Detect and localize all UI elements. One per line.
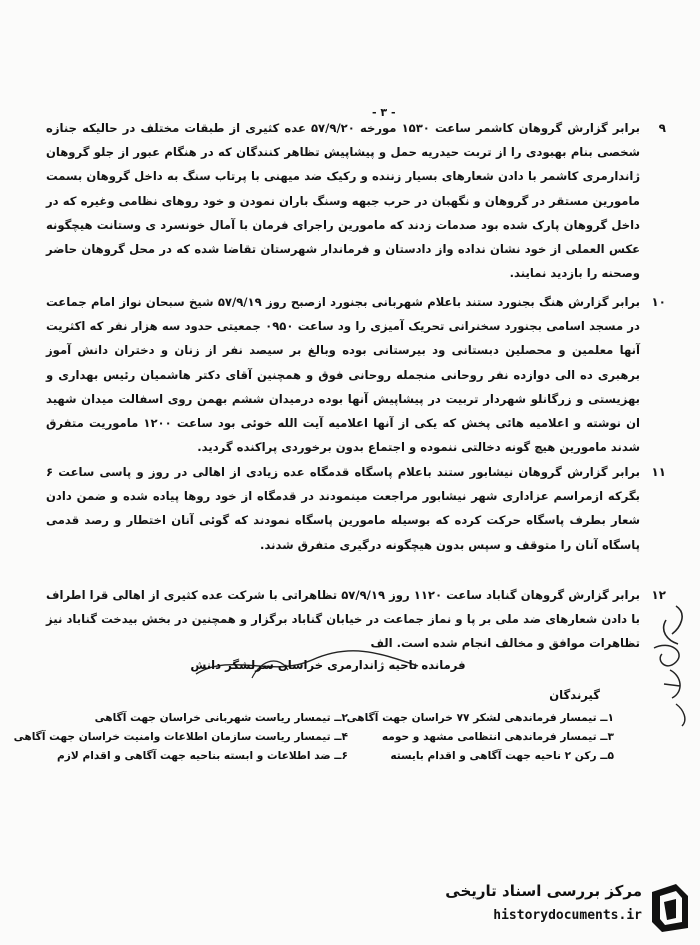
recipient-item: ۱ــ تیمسار فرماندهی لشکر ۷۷ خراسان جهت آگاهی — [346, 712, 614, 724]
paragraph-text: برابر گزارش گروهان گناباد ساعت ۱۱۲۰ روز ۵۷/۹/۱۹ تظاهراتی با شرکت عده کثیری از اهالی قرا اطراف با دادن شعارهای ضد ملی بر پا و نماز جماعت در خیابان گناباد برگزار و همچنین در بخش بیدخت گناباد نیز تظاهرات موافق و مخالف انجام شده است. الف — [46, 588, 640, 651]
paragraph-10 — [46, 290, 666, 459]
paragraph-text: برابر گزارش گروهان نیشابور ستند باعلام پاسگاه قدمگاه عده زیادی از اهالی در روز و پاسی ساعت ۶ بگرکه ازمراسم عزاداری شهر نیشابور مراجعت مینمودند در قدمگاه از خود روها پیاده شده و ضمن دادن شعار بطرف پاسگاه حرکت کرده که بوسیله مامورین پاسگاه نمودند که گوئی آنان اختطار و رصد قدمی پاسگاه آنان را متوقف و سپس بدون هیچگونه درگیری متفرق شدند. — [46, 465, 640, 552]
handwritten-margin-note-icon — [636, 600, 700, 730]
logo-url: historydocuments.ir — [493, 908, 642, 923]
paragraph-9 — [46, 116, 666, 285]
recipient-item: ۲ــ تیمسار ریاست شهربانی خراسان جهت آگاهی — [94, 712, 348, 724]
recipients-title: گیرندگان — [549, 688, 600, 702]
page-number: - ٣ - — [372, 106, 396, 119]
recipient-item: ۳ــ تیمسار فرماندهی انتظامی مشهد و حومه — [381, 731, 614, 743]
logo-title: مرکز بررسی اسناد تاریخی — [445, 882, 642, 900]
recipients-left-column — [13, 709, 348, 766]
recipient-item: ۵ــ رکن ۲ ناحیه جهت آگاهی و اقدام بایسته — [390, 750, 614, 762]
signature-line: فرمانده ناحیه ژاندارمری خراسان سرلشگر دانش — [190, 658, 466, 672]
paragraph-12 — [46, 583, 666, 656]
paragraph-number: ٩ — [658, 121, 666, 135]
paragraph-number: ۱۲ — [651, 588, 666, 602]
paragraph-number: ۱۰ — [651, 295, 666, 309]
paragraph-text: برابر گزارش هنگ بجنورد ستند باعلام شهربانی بجنورد ازصبح روز ۵۷/۹/۱۹ شیخ سبحان نواز امام جماعت در مسجد اسامی بجنورد سخنرانی تحریک آمیزی را ود ساعت ۰۹۵۰ جمعیتی حدود سه هزار نفر که اکثریت آنها معلمین و محصلین دبستانی ود بیرستانی بوده وبالغ بر سیصد نفر از زنان و دختران دانش آموز برهبری ده الی دوازده نفر روحانی منجمله روحانی فوق و همچنین آقای دکتر هاشمیان رئیس بهداری و بهزیستی و زرگانلو شهردار تربیت در پیشاپیش آنها بوده درمیدان ششم بهمن روی اسفالت میدان شهید ان نوشته و اعلامیه هائی پخش که یکی از آنها اعلامیه آیت الله خوئی بود ساعت ۱۲۰۰ ماموریت متفرق شدند مامورین هیچ گونه دخالتی ننموده و اجتماع بدون برخوردی پراکنده گردید. — [46, 295, 640, 455]
recipient-item: ۶ــ ضد اطلاعات و ابسته بناحیه جهت آگاهی و اقدام لازم — [57, 750, 348, 762]
paragraph-text: برابر گزارش گروهان کاشمر ساعت ۱۵۳۰ مورخه ۵۷/۹/۲۰ عده کثیری از طبقات مختلف در حالیکه جنازه شخصی بنام بهبودی را از تربت حیدریه حمل و پیشاپیش تظاهر کنندگان که در هنگام عبور از جلو گروهان ژاندارمری کاشمر با دادن شعارهای بسیار زننده و رکیک ضد میهنی با پرتاب سنگ به داخل گروهان بسمت مامورین مستقر در گروهان و نگهبان در حرب جبهه وسنگ باران نمودن و خود روهای نظامی وغیره که در داخل گروهان پارک شده بود صدمات زدند که مامورین راجرای فرمان با آمال خونسرد ی وستانت هیچگونه عکس العملی از خود نشان نداده واز دادستان و فرماندار شهرستان تقاضا شده که در محل گروهان حاضر وصحنه را بازدید نمایند. — [46, 121, 641, 281]
recipients-right-column — [346, 709, 614, 766]
archive-emblem-icon — [646, 882, 694, 934]
paragraph-number: ۱۱ — [651, 465, 666, 479]
archive-logo — [423, 876, 698, 942]
paragraph-11 — [46, 460, 666, 557]
recipient-item: ۴ــ تیمسار ریاست سازمان اطلاعات وامنیت خراسان جهت آگاهی — [13, 731, 348, 743]
